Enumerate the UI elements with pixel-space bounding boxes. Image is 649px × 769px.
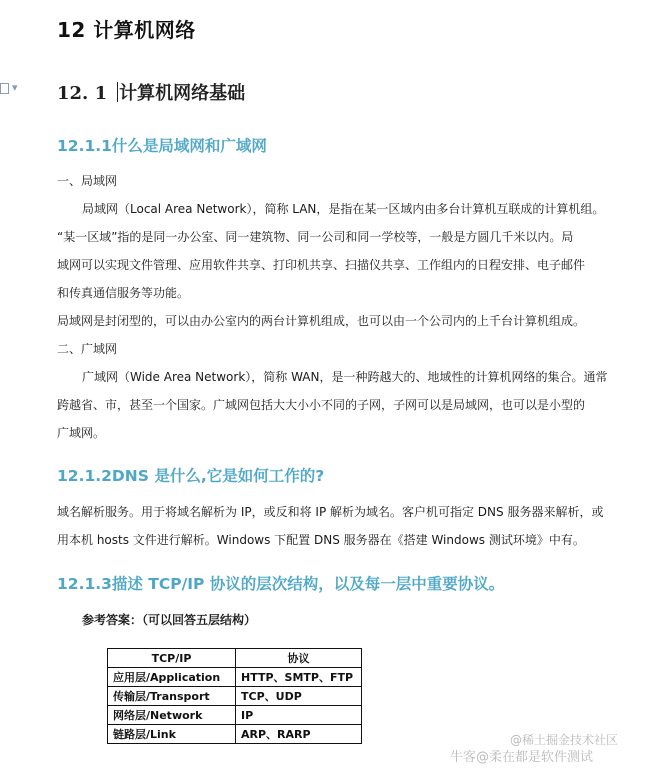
layer-cell: 网络层/Network xyxy=(108,706,236,725)
table-row xyxy=(108,725,362,744)
paragraph-line: “某一区域”指的是同一办公室、同一建筑物、同一公司和同一学校等，一般是方圆几千米以内。局 xyxy=(57,230,574,244)
wan-heading: 二、广域网 xyxy=(57,342,118,356)
protocol-cell: HTTP、SMTP、FTP xyxy=(236,668,362,687)
subsection-heading-lan-wan: 12.1.1什么是局域网和广域网 xyxy=(57,137,267,155)
paragraph-line: 用本机 hosts 文件进行解析。Windows 下配置 DNS 服务器在《搭建 Windows 测试环境》中有。 xyxy=(57,533,585,547)
layer-cell: 应用层/Application xyxy=(108,668,236,687)
watermark: 牛客@柔在都是软件测试 xyxy=(450,750,594,765)
subsection-heading-dns: 12.1.2DNS 是什么,它是如何工作的? xyxy=(57,467,325,485)
protocol-table xyxy=(107,648,362,744)
paragraph-line: 跨越省、市，甚至一个国家。广域网包括大大小小不同的子网，子网可以是局域网，也可以是小型的 xyxy=(57,398,586,412)
paragraph-line: 广域网。 xyxy=(57,426,106,440)
chevron-down-icon: ▾ xyxy=(12,81,18,94)
protocol-cell: TCP、UDP xyxy=(236,687,362,706)
protocol-cell: IP xyxy=(236,706,362,725)
subsection-heading-tcpip: 12.1.3描述 TCP/IP 协议的层次结构，以及每一层中重要协议。 xyxy=(57,575,505,593)
paragraph-line: 域网可以实现文件管理、应用软件共享、打印机共享、扫描仪共享、工作组内的日程安排、电子邮件 xyxy=(57,258,586,272)
table-header-cell: 协议 xyxy=(236,649,362,668)
table-header-cell: TCP/IP xyxy=(108,649,236,668)
section-number: 12. 1 xyxy=(57,83,108,104)
table-row xyxy=(108,668,362,687)
paragraph-options-icon[interactable] xyxy=(0,81,22,95)
paragraph-line: 域名解析服务。用于将域名解析为 IP，或反和将 IP 解析为域名。客户机可指定 DNS 服务器来解析，或 xyxy=(57,505,604,519)
text-cursor xyxy=(117,82,118,102)
table-header-row xyxy=(108,649,362,668)
table-row xyxy=(108,706,362,725)
section-title: 计算机网络基础 xyxy=(119,83,246,104)
paragraph-line: 局域网（Local Area Network），简称 LAN，是指在某一区域内由多台计算机互联成的计算机组。 xyxy=(82,202,605,216)
paragraph-line: 局域网是封闭型的，可以由办公室内的两台计算机组成，也可以由一个公司内的上千台计算机组成。 xyxy=(57,314,586,328)
protocol-cell: ARP、RARP xyxy=(236,725,362,744)
lan-heading: 一、局域网 xyxy=(57,174,118,188)
watermark: @稀土掘金技术社区 xyxy=(510,733,619,747)
paragraph-line: 广域网（Wide Area Network），简称 WAN，是一种跨越大的、地域性的计算机网络的集合。通常 xyxy=(82,370,608,384)
layer-cell: 链路层/Link xyxy=(108,725,236,744)
table-row xyxy=(108,687,362,706)
paragraph-line: 和传真通信服务等功能。 xyxy=(57,286,190,300)
answer-label: 参考答案：（可以回答五层结构） xyxy=(82,613,257,627)
layer-cell: 传输层/Transport xyxy=(108,687,236,706)
document-icon xyxy=(0,83,9,94)
section-heading xyxy=(57,79,245,105)
chapter-title: 12 计算机网络 xyxy=(57,18,196,42)
